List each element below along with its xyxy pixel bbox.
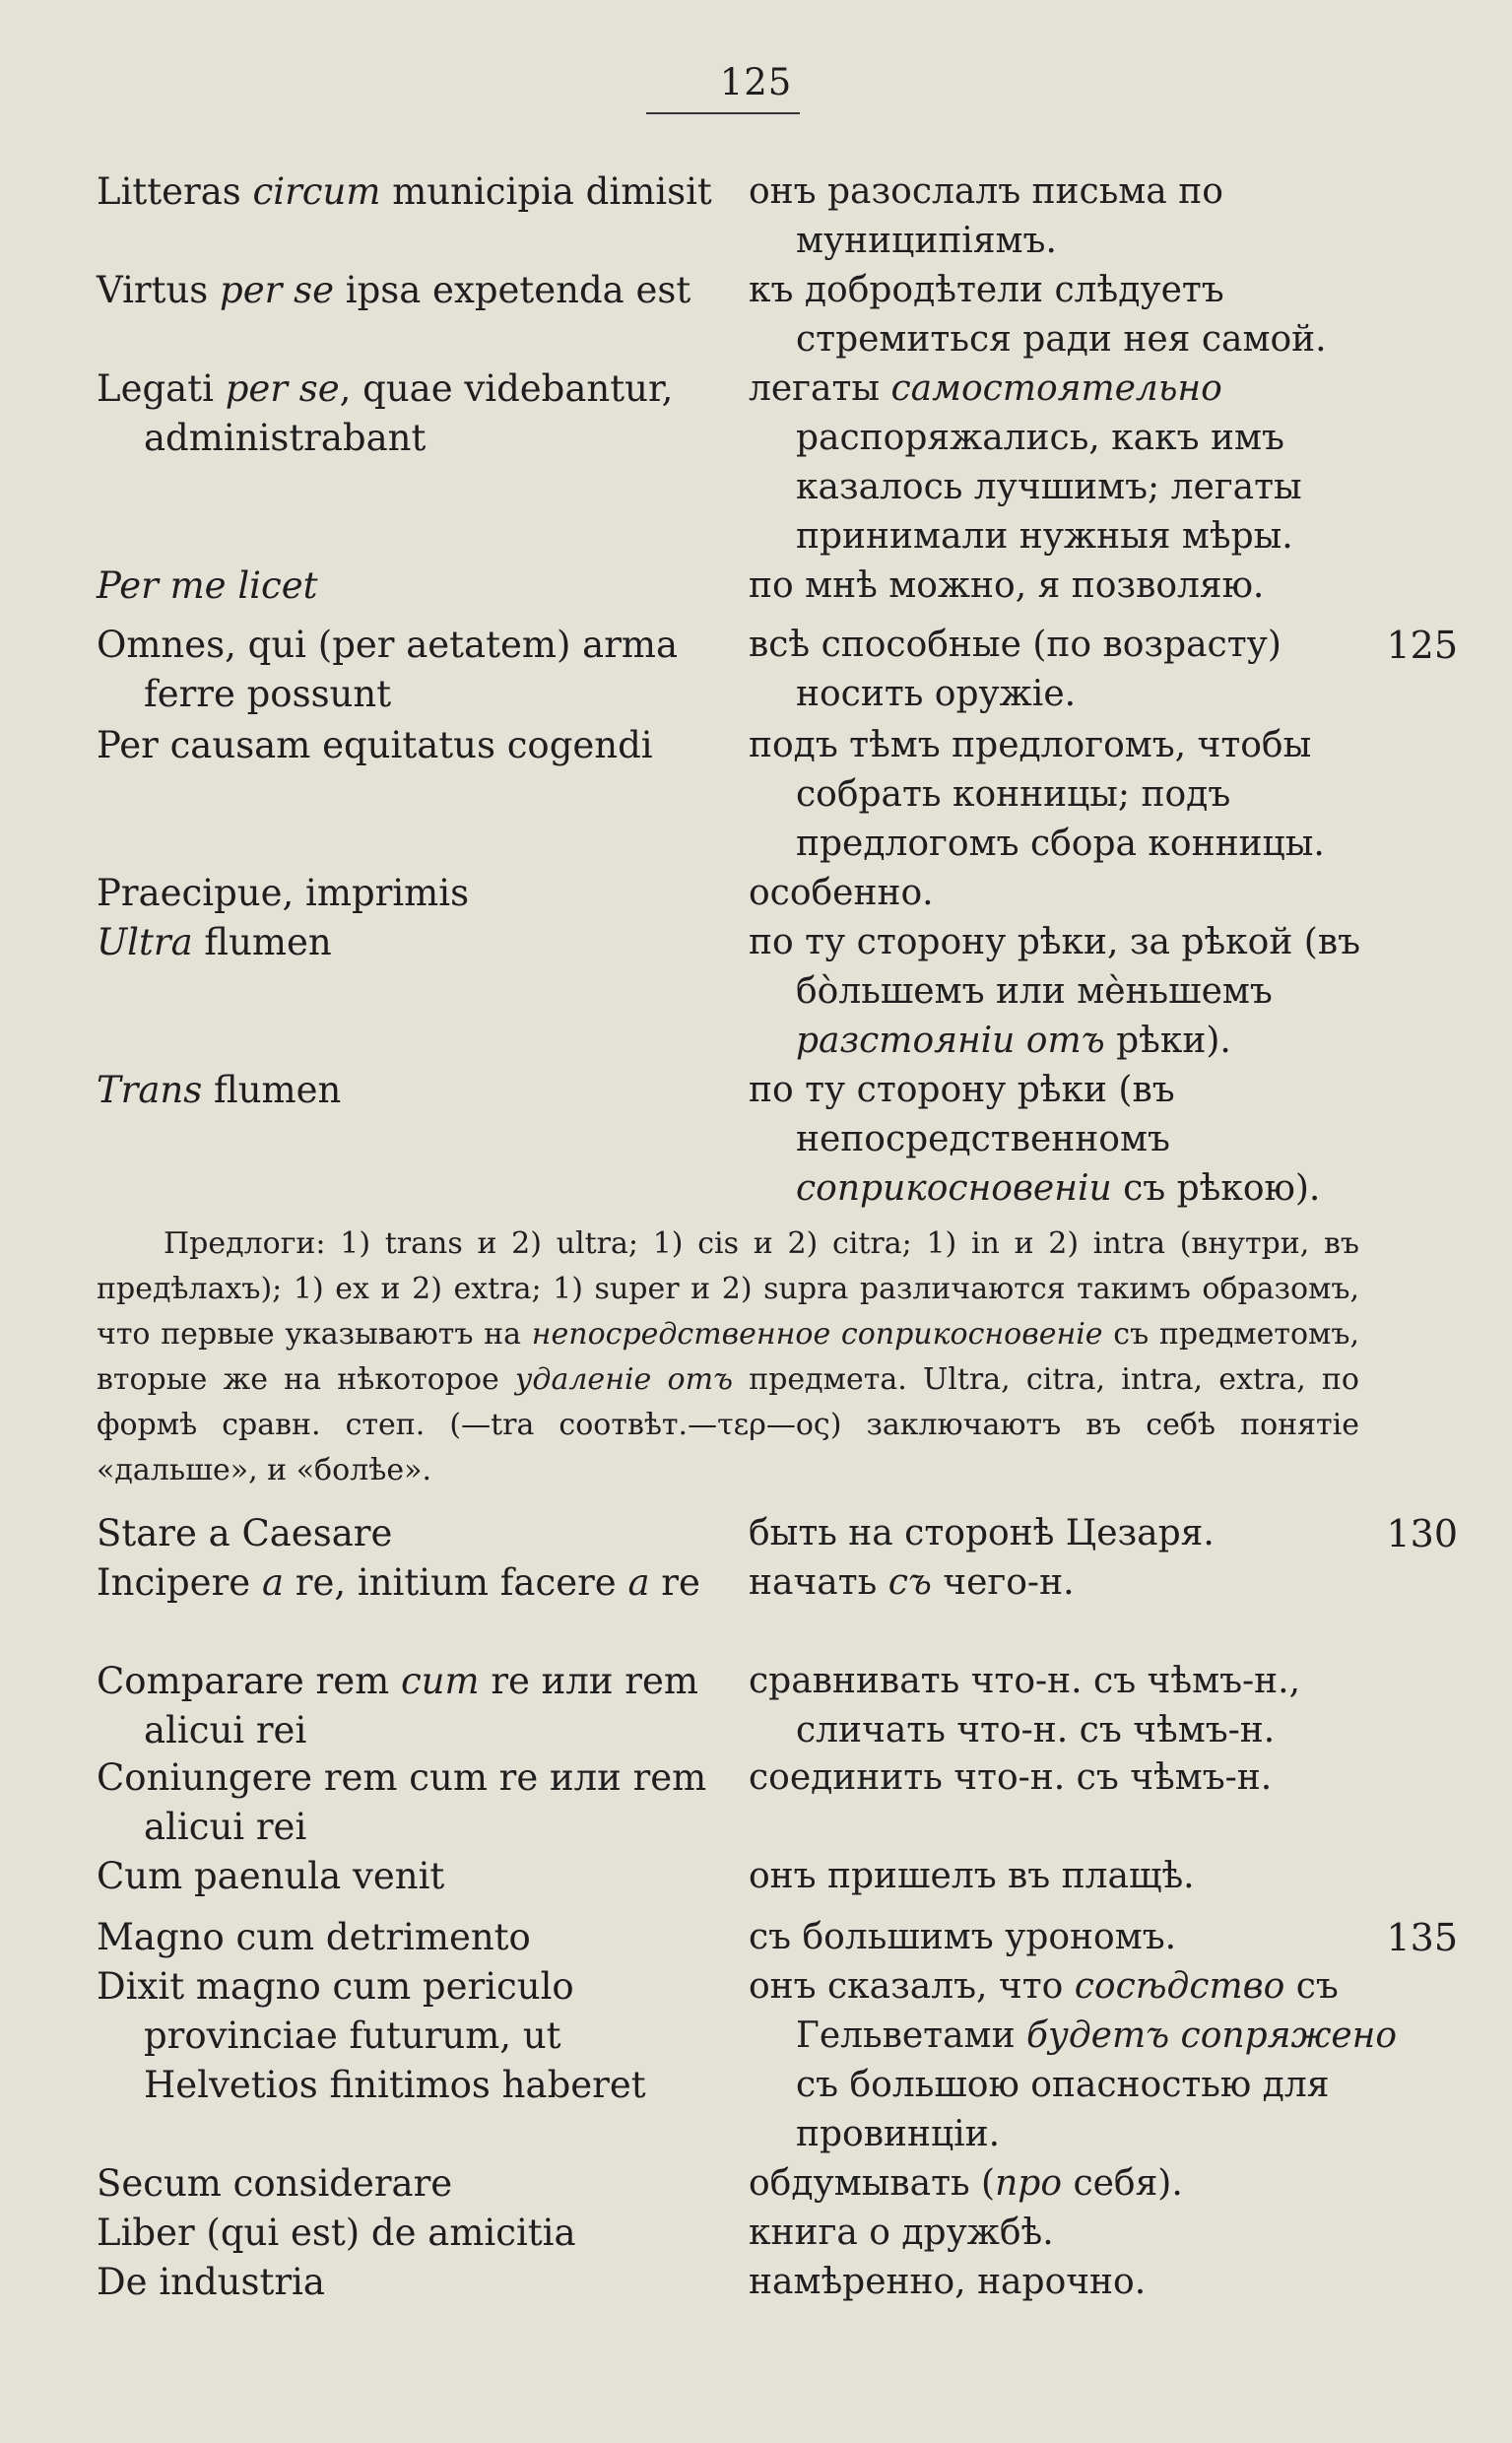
- italic-text: a: [627, 1561, 650, 1604]
- entry-latin: Coniungere rem cum re или rem alicui rei: [97, 1756, 707, 1848]
- entry-russian: соединить что-н. съ чѣмъ-н.: [749, 1757, 1273, 1798]
- entry-latin: Cum paenula venit: [97, 1855, 445, 1897]
- entry-russian: онъ пришелъ въ плащѣ.: [749, 1856, 1195, 1896]
- italic-text: удаленіе отъ: [515, 1362, 734, 1397]
- italic-text: непосредственное соприкосновеніе: [531, 1317, 1103, 1352]
- entry-russian: по мнѣ можно, я позволяю.: [749, 565, 1265, 606]
- entry-latin: Liber (qui est) de amicitia: [97, 2212, 576, 2254]
- entry-latin: Incipere a re, initium facere a re: [97, 1561, 700, 1604]
- entry-latin: Legati per se, quae videbantur, administrabant: [97, 367, 674, 459]
- italic-text: соприкосновеніи: [796, 1168, 1112, 1209]
- entry-russian: книга о дружбѣ.: [749, 2212, 1054, 2253]
- entry-latin: Trans flumen: [97, 1069, 342, 1111]
- entry-russian: легаты самостоятельно распоряжались, какъ имъ казалось лучшимъ; легаты принимали нужныя мѣры.: [749, 368, 1302, 557]
- italic-text: сосѣдство: [1074, 1966, 1285, 2007]
- italic-text: Per me licet: [97, 564, 318, 607]
- line-number: 135: [1386, 1916, 1458, 1959]
- entry-latin: Stare a Caesare: [97, 1512, 393, 1554]
- entry-latin: Praecipue, imprimis: [97, 872, 470, 914]
- entry-russian: всѣ способные (по возрасту) носить оружіе.: [749, 625, 1282, 714]
- italic-text: самостоятельно: [890, 368, 1222, 409]
- entry-russian: къ добродѣтели слѣдуетъ стремиться ради нея самой.: [749, 270, 1327, 360]
- entry-latin: Magno cum detrimento: [97, 1916, 531, 1958]
- prepositions-note: Предлоги: 1) trans и 2) ultra; 1) cis и 2) citra; 1) in и 2) intra (внутри, въ предѣлахъ); 1) ex и 2) extra; 1) super и 2) supra различаются такимъ образомъ, что первые указываютъ на непосредственное соприкосновеніе съ предметомъ, вторые же на нѣкоторое удаленіе отъ предмета. Ultra, citra, intra, extra, по формѣ сравн. степ. (—tra соотвѣт.—τερ—ος) заключаютъ въ себѣ понятіе «дальше», и «болѣе».: [97, 1226, 1359, 1487]
- entry-latin: [97, 561, 747, 611]
- line-number: 130: [1386, 1512, 1458, 1555]
- entry-russian: подъ тѣмъ предлогомъ, чтобы собрать конницы; подъ предлогомъ сбора конницы.: [749, 725, 1325, 864]
- entry-latin: Litteras circum municipia dimisit: [97, 170, 712, 213]
- italic-text: a: [261, 1561, 284, 1604]
- entry-russian: по ту сторону рѣки (въ непосредственномъ соприкосновеніи съ рѣкою).: [749, 1070, 1321, 1209]
- entry-latin: Comparare rem cum re или rem alicui rei: [97, 1660, 698, 1751]
- italic-text: Trans: [97, 1069, 203, 1111]
- entry-russian: онъ сказалъ, что сосѣдство съ Гельветами будетъ сопряжено съ большою опасностью для провинціи.: [749, 1966, 1398, 2154]
- entry-russian: съ большимъ урономъ.: [749, 1917, 1177, 1957]
- entry-latin: De industria: [97, 2261, 325, 2303]
- italic-text: Ultra: [97, 921, 193, 963]
- page-number: 125: [719, 61, 793, 103]
- entry-russian: онъ разослалъ письма по муниципіямъ.: [749, 171, 1223, 261]
- italic-text: разстояніи отъ: [796, 1021, 1105, 1061]
- entry-latin: Per causam equitatus cogendi: [97, 724, 653, 766]
- entry-russian: по ту сторону рѣки, за рѣкой (въ бо̀льшемъ или мѐньшемъ разстояніи отъ рѣки).: [749, 922, 1360, 1061]
- line-number: 125: [1386, 624, 1458, 667]
- page-number-rule: [646, 112, 800, 114]
- entry-russian: намѣренно, нарочно.: [749, 2262, 1147, 2302]
- entry-latin: Virtus per se ipsa expetenda est: [97, 269, 691, 311]
- entry-russian: быть на сторонѣ Цезаря.: [749, 1513, 1215, 1553]
- italic-text: cum: [400, 1660, 480, 1702]
- entry-latin: Omnes, qui (per aetatem) arma ferre possunt: [97, 624, 679, 715]
- italic-text: circum: [252, 170, 381, 213]
- italic-text: per se: [225, 367, 340, 410]
- italic-text: будетъ сопряжено: [1026, 2015, 1398, 2056]
- entry-latin: Dixit magno cum periculo provinciae futurum, ut Helvetios finitimos haberet: [97, 1965, 646, 2106]
- entry-russian: сравнивать что-н. съ чѣмъ-н., сличать что-н. съ чѣмъ-н.: [749, 1661, 1301, 1750]
- entry-latin: Secum considerare: [97, 2162, 453, 2205]
- entry-russian: особенно.: [749, 873, 934, 913]
- italic-text: про: [995, 2163, 1062, 2204]
- entry-latin: Ultra flumen: [97, 921, 332, 963]
- italic-text: per se: [220, 269, 334, 311]
- italic-text: съ: [887, 1562, 932, 1603]
- entry-russian: начать съ чего-н.: [749, 1562, 1075, 1603]
- entry-russian: обдумывать (про себя).: [749, 2163, 1183, 2204]
